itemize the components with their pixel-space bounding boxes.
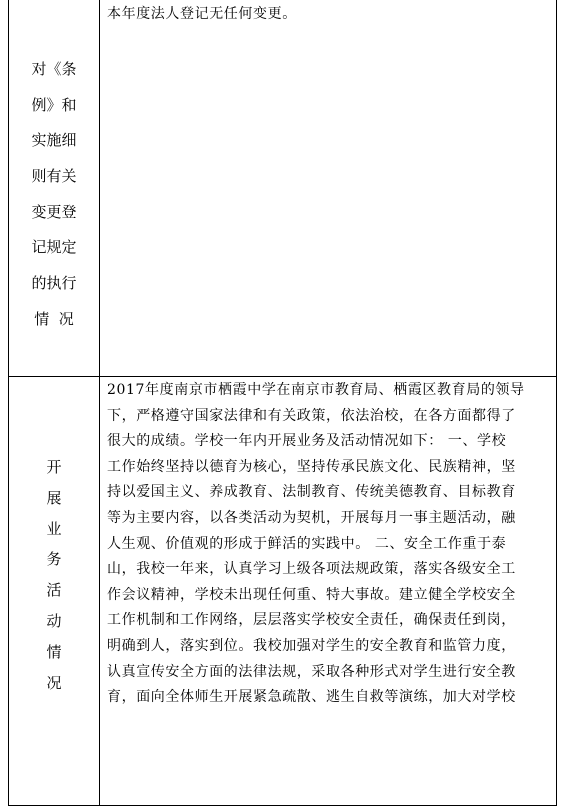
- row-label-regulation-compliance: [9, 52, 99, 338]
- label-line: 务: [46, 550, 62, 569]
- content-line: 工作始终坚持以德育为核心，坚持传承民族文化、民族精神，坚: [107, 458, 516, 475]
- content-line: 育，面向全体师生开展紧急疏散、逃生自救等演练，加大对学校: [107, 689, 516, 706]
- label-line: 例》和: [31, 95, 77, 114]
- label-line: 展: [46, 488, 62, 507]
- content-line: 持以爱国主义、养成教育、法制教育、传统美德教育、目标教育: [107, 484, 516, 501]
- label-line: 记规定: [31, 238, 77, 257]
- content-line: 认真宣传安全方面的法律法规，采取各种形式对学生进行安全教: [107, 663, 516, 680]
- content-line: 工作机制和工作网络，层层落实学校安全责任，确保责任到岗，: [107, 612, 516, 629]
- row-label-business-activities: [9, 452, 99, 698]
- report-table: [8, 0, 557, 806]
- label-line: 实施细: [31, 131, 77, 150]
- label-line: 活: [46, 581, 62, 600]
- label-line: 则有关: [31, 167, 77, 186]
- label-line: 况: [46, 673, 62, 692]
- content-line: 作会议精神，学校未出现任何重、特大事故。建立健全学校安全: [107, 586, 516, 603]
- content-line: 人生观、价值观的形成于鲜活的实践中。 二、安全工作重于泰: [107, 535, 507, 552]
- content-line: 本年度法人登记无任何变更。: [107, 6, 297, 22]
- content-line: 下，严格遵守国家法律和有关政策，依法治校，在各方面都得了: [107, 407, 516, 424]
- label-line: 对《条: [31, 60, 77, 78]
- label-line: 情 况: [34, 309, 74, 328]
- content-line: 很大的成绩。学校一年内开展业务及活动情况如下： 一、学校: [107, 433, 507, 450]
- label-line: 开: [46, 458, 62, 476]
- label-line: 情: [46, 642, 62, 661]
- content-line: 山，我校一年来，认真学习上级各项法规政策，落实各级安全工: [107, 561, 516, 578]
- content-line: 明确到人，落实到位。我校加强对学生的安全教育和监管力度，: [107, 637, 516, 654]
- label-line: 变更登: [31, 202, 77, 221]
- column-divider: [99, 0, 100, 806]
- business-activities-content: [107, 378, 552, 711]
- label-line: 业: [46, 519, 62, 538]
- content-line: 等为主要内容，以各类活动为契机，开展每月一事主题活动，融: [107, 509, 516, 526]
- content-line: 2017年度南京市栖霞中学在南京市教育局、栖霞区教育局的领导: [107, 382, 525, 398]
- label-line: 的执行: [31, 274, 77, 293]
- row-divider: [9, 376, 556, 377]
- label-line: 动: [46, 611, 62, 630]
- regulation-compliance-content: [107, 4, 552, 24]
